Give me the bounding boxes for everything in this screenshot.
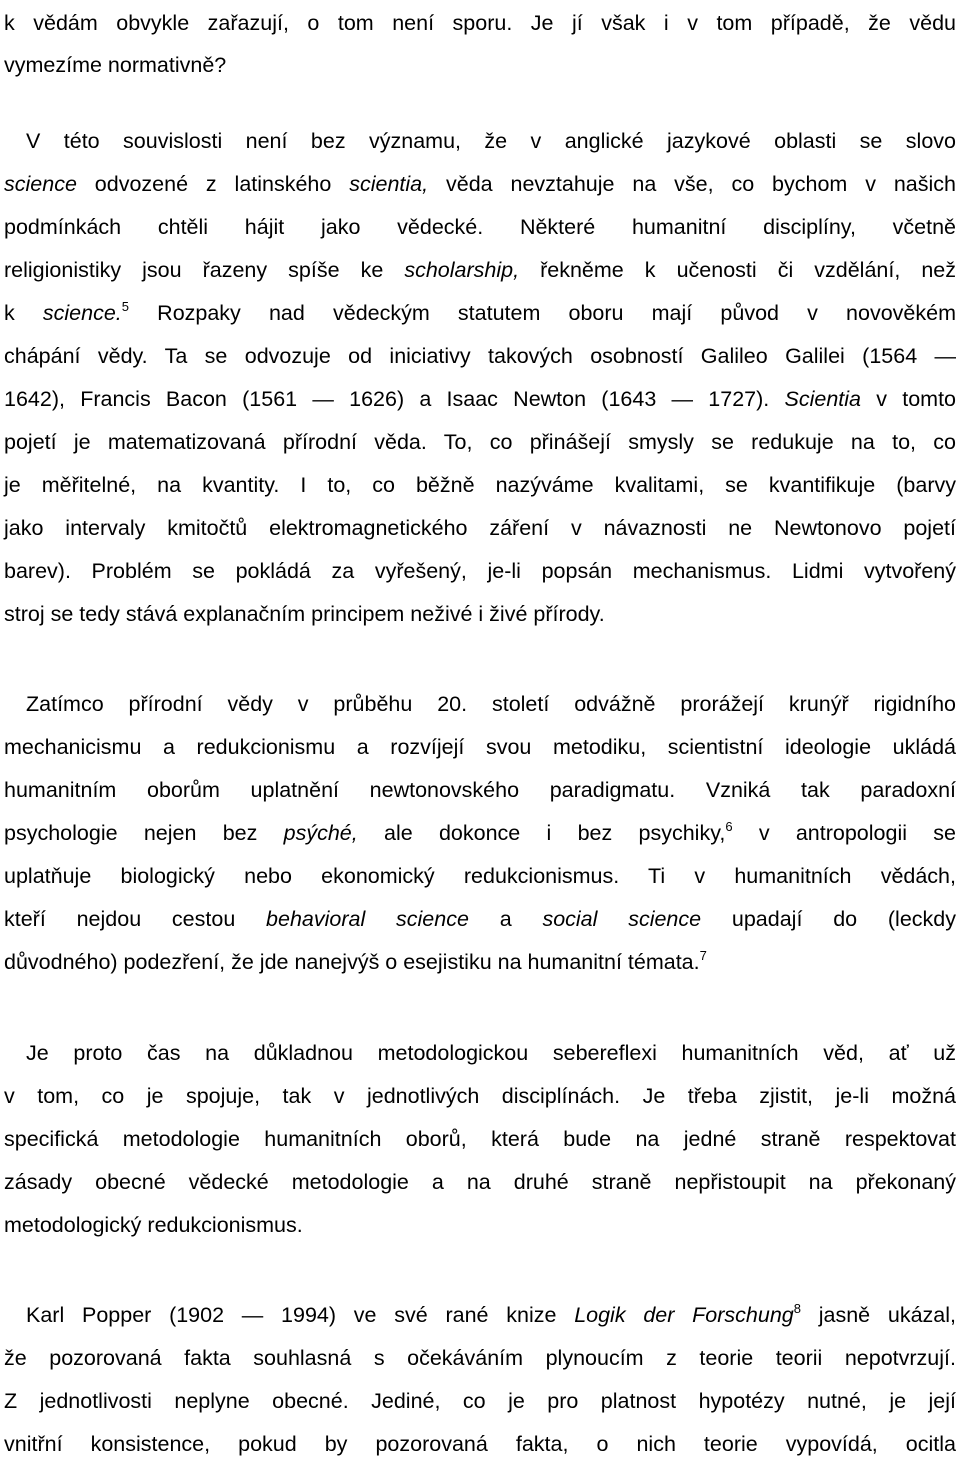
text-run: řekněme k učenosti či vzdělání, než xyxy=(519,258,957,282)
footnote-marker: 8 xyxy=(793,1301,801,1316)
text-line xyxy=(4,1081,956,1111)
text-run: Rozpaky nad vědeckým statutem oboru mají původ v novověkém xyxy=(129,301,956,325)
text-line xyxy=(4,1038,956,1068)
text-line xyxy=(4,298,956,328)
text-run: k xyxy=(4,301,43,325)
text-line xyxy=(4,775,956,805)
text-run: vnitřní konsistence, pokud by pozorovaná fakta, o nich teorie vypovídá, ocitla xyxy=(4,1432,956,1456)
text-line xyxy=(4,1343,956,1373)
text-run: v tomto xyxy=(861,387,957,411)
text-run: zásady obecné vědecké metodologie a na druhé straně nepřistoupit na překonaný xyxy=(4,1170,956,1194)
text-line xyxy=(4,732,956,762)
text-run: upadají do (leckdy xyxy=(701,907,956,931)
text-run: religionistiky jsou řazeny spíše ke xyxy=(4,258,405,282)
text-line xyxy=(4,212,956,242)
text-run: humanitním oborům uplatnění newtonovského paradigmatu. Vzniká tak paradoxní xyxy=(4,778,956,802)
text-line xyxy=(4,1167,956,1197)
text-run: stroj se tedy stává explanačním principem neživé i živé přírody. xyxy=(4,602,605,626)
italic-term: science. xyxy=(42,301,122,325)
text-line xyxy=(4,947,956,977)
italic-term: social science xyxy=(542,907,702,931)
text-line xyxy=(4,427,956,457)
text-line xyxy=(4,384,956,414)
text-line xyxy=(4,1429,956,1459)
text-line xyxy=(4,689,956,719)
text-line xyxy=(4,255,956,285)
italic-term: scholarship, xyxy=(404,258,520,282)
text-line xyxy=(4,1386,956,1416)
text-run: vymezíme normativně? xyxy=(4,53,227,77)
text-run: uplatňuje biologický nebo ekonomický redukcionismus. Ti v humanitních vědách, xyxy=(4,864,956,888)
text-line xyxy=(4,1124,956,1154)
italic-term: scientia, xyxy=(349,172,429,196)
text-run: kteří nejdou cestou xyxy=(4,907,267,931)
text-line xyxy=(4,50,956,80)
text-run: věda nevztahuje na vše, co bychom v našich xyxy=(428,172,956,196)
text-run: a xyxy=(468,907,543,931)
text-line xyxy=(4,1210,956,1240)
text-line xyxy=(4,599,956,629)
italic-term: Scientia xyxy=(784,387,861,411)
text-run: barev). Problém se pokládá za vyřešený, je-li popsán mechanismus. Lidmi vytvořený xyxy=(4,559,956,583)
text-run: v antropologii se xyxy=(732,821,956,845)
text-run: V této souvislosti není bez významu, že v anglické jazykové oblasti se slovo xyxy=(26,129,956,153)
italic-term: science xyxy=(4,172,77,196)
text-line xyxy=(4,904,956,934)
footnote-marker: 5 xyxy=(121,299,130,314)
text-line xyxy=(4,556,956,586)
italic-term: psýché, xyxy=(283,821,358,845)
text-run: jasně ukázal, xyxy=(800,1303,957,1327)
text-run: chápání vědy. Ta se odvozuje od iniciativy takových osobností Galileo Galilei (1564 — xyxy=(4,344,956,368)
text-line xyxy=(4,169,956,199)
text-run: je měřitelné, na kvantity. I to, co běžně nazýváme kvalitami, se kvantifikuje (barvy xyxy=(4,473,956,497)
italic-term: Logik der Forschung xyxy=(574,1303,794,1327)
text-run: Zatímco přírodní vědy v průběhu 20. století odvážně prorážejí krunýř rigidního xyxy=(26,692,956,716)
text-run: že pozorovaná fakta souhlasná s očekáváním plynoucím z teorie teorii nepotvrzují. xyxy=(4,1346,956,1370)
footnote-marker: 7 xyxy=(699,948,707,963)
text-run: metodologický redukcionismus. xyxy=(4,1213,303,1237)
text-run: ale dokonce i bez psychiky, xyxy=(357,821,726,845)
text-run: mechanicismu a redukcionismu a rozvíjejí svou metodiku, scientistní ideologie ukládá xyxy=(4,735,956,759)
text-run: podmínkách chtěli hájit jako vědecké. Některé humanitní disciplíny, včetně xyxy=(4,215,956,239)
text-run: v tom, co je spojuje, tak v jednotlivých disciplínách. Je třeba zjistit, je-li možná xyxy=(4,1084,956,1108)
text-run: jako intervaly kmitočtů elektromagnetického záření v návaznosti ne Newtonovo pojetí xyxy=(4,516,956,540)
text-line xyxy=(4,513,956,543)
text-run: k vědám obvykle zařazují, o tom není sporu. Je jí však i v tom případě, že vědu xyxy=(4,11,956,35)
text-line xyxy=(4,861,956,891)
italic-term: behavioral science xyxy=(266,907,469,931)
text-run: Je proto čas na důkladnou metodologickou sebereflexi humanitních věd, ať už xyxy=(26,1041,956,1065)
text-run: specifická metodologie humanitních oborů, která bude na jedné straně respektovat xyxy=(4,1127,956,1151)
text-line xyxy=(4,470,956,500)
text-line xyxy=(4,8,956,38)
text-run: 1642), Francis Bacon (1561 — 1626) a Isaac Newton (1643 — 1727). xyxy=(4,387,785,411)
text-run: důvodného) podezření, že jde nanejvýš o esejistiku na humanitní témata. xyxy=(4,950,700,974)
text-run: pojetí je matematizovaná přírodní věda. To, co přinášejí smysly se redukuje na to, co xyxy=(4,430,956,454)
text-line xyxy=(4,126,956,156)
text-line xyxy=(4,341,956,371)
text-run: Z jednotlivosti neplyne obecné. Jediné, co je pro platnost hypotézy nutné, je její xyxy=(4,1389,956,1413)
text-line xyxy=(4,818,956,848)
text-line xyxy=(4,1300,956,1330)
footnote-marker: 6 xyxy=(725,819,733,834)
text-run: Karl Popper (1902 — 1994) ve své rané knize xyxy=(26,1303,575,1327)
text-run: psychologie nejen bez xyxy=(4,821,284,845)
text-run: odvozené z latinského xyxy=(76,172,350,196)
